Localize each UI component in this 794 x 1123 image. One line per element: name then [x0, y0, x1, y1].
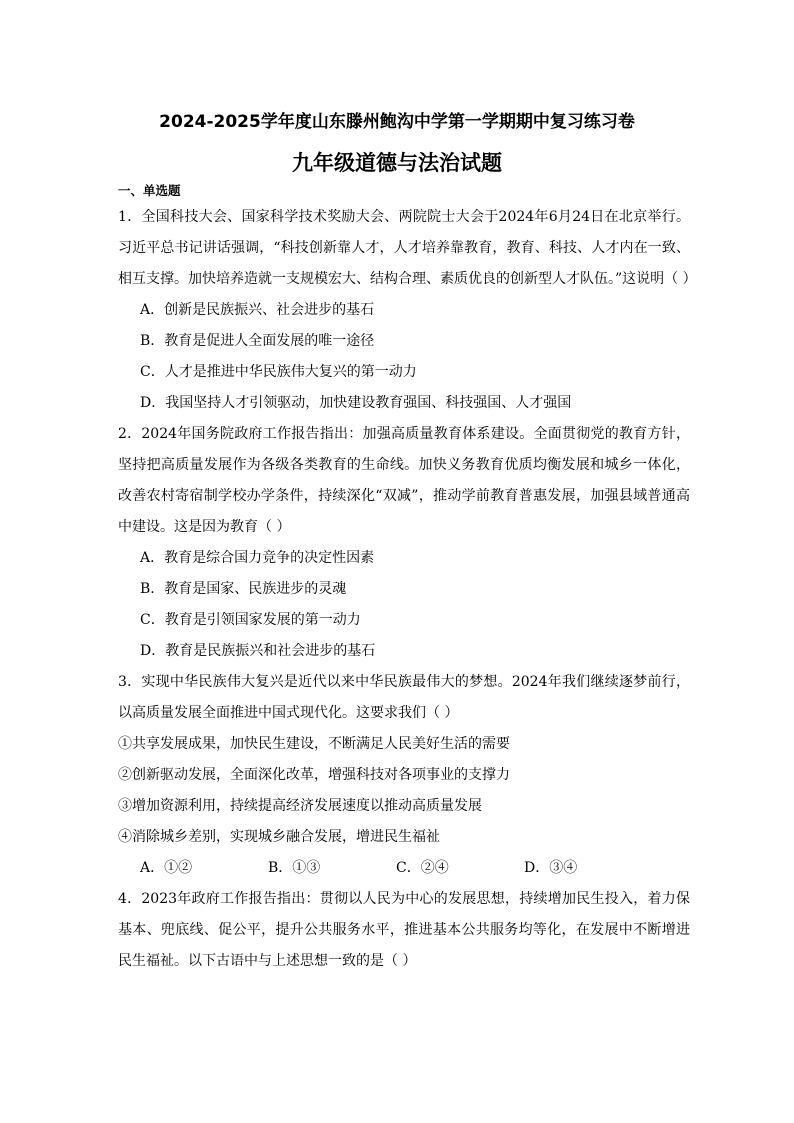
question-1-option-a: A．创新是民族振兴、社会进步的基石	[140, 302, 375, 318]
question-4-text: 4．2023年政府工作报告指出：贯彻以人民为中心的发展思想，持续增加民生投入，着力保基本、兜底线、促公平，提升公共服务水平，推进基本公共服务均等化，在发展中不断增进民生福祉。以下古语中与上述思想一致的是（ ）	[118, 891, 690, 969]
question-1-option-d: D．我国坚持人才引领驱动，加快建设教育强国、科技强国、人才强国	[140, 395, 572, 411]
question-1-text: 1．全国科技大会、国家科学技术奖励大会、两院院士大会于2024年6月24日在北京举行。习近平总书记讲话强调，“科技创新靠人才，人才培养靠教育，教育、科技、人才内在一致、相互支撑。加快培养造就一支规模宏大、结构合理、素质优良的创新型人才队伍。”这说明（ ）	[118, 209, 697, 287]
question-1-option-b: B．教育是促进人全面发展的唯一途径	[140, 333, 375, 349]
question-4	[118, 884, 690, 977]
question-2	[118, 419, 690, 667]
exam-content	[118, 182, 697, 977]
question-2-option-a: A．教育是综合国力竞争的决定性因素	[140, 550, 375, 566]
question-3-statement-1: ①共享发展成果，加快民生建设，不断满足人民美好生活的需要	[118, 736, 510, 752]
question-1-option-c: C．人才是推进中华民族伟大复兴的第一动力	[140, 364, 417, 380]
question-3	[118, 667, 690, 884]
question-2-text: 2．2024年国务院政府工作报告指出：加强高质量教育体系建设。全面贯彻党的教育方针，坚持把高质量发展作为各级各类教育的生命线。加快义务教育优质均衡发展和城乡一体化，改善农村寄宿制学校办学条件，持续深化“双减”，推动学前教育普惠发展，加强县域普通高中建设。这是因为教育（ ）	[118, 426, 690, 535]
question-3-statement-4: ④消除城乡差别，实现城乡融合发展，增进民生福祉	[118, 829, 440, 845]
exam-title: 2024-2025学年度山东滕州鲍沟中学第一学期期中复习练习卷	[159, 112, 635, 132]
question-3-statement-2: ②创新驱动发展，全面深化改革，增强科技对各项事业的支撑力	[118, 767, 510, 783]
question-3-statement-3: ③增加资源利用，持续提高经济发展速度以推动高质量发展	[118, 798, 482, 814]
question-2-option-b: B．教育是国家、民族进步的灵魂	[140, 581, 347, 597]
question-1	[118, 202, 697, 419]
question-2-option-c: C．教育是引领国家发展的第一动力	[140, 612, 361, 628]
question-3-text: 3．实现中华民族伟大复兴是近代以来中华民族最伟大的梦想。2024年我们继续逐梦前行，以高质量发展全面推进中国式现代化。这要求我们（ ）	[118, 674, 690, 721]
question-3-choices	[118, 853, 690, 884]
question-3-choice-b: B．①③	[268, 860, 321, 876]
question-3-choice-a: A．①②	[140, 860, 193, 876]
section-heading: 一、单选题	[118, 183, 181, 198]
exam-subtitle: 九年级道德与法治试题	[292, 151, 502, 175]
question-3-choice-d: D．③④	[524, 860, 578, 876]
question-3-choice-c: C．②④	[396, 860, 449, 876]
question-2-option-d: D．教育是民族振兴和社会进步的基石	[140, 643, 376, 659]
